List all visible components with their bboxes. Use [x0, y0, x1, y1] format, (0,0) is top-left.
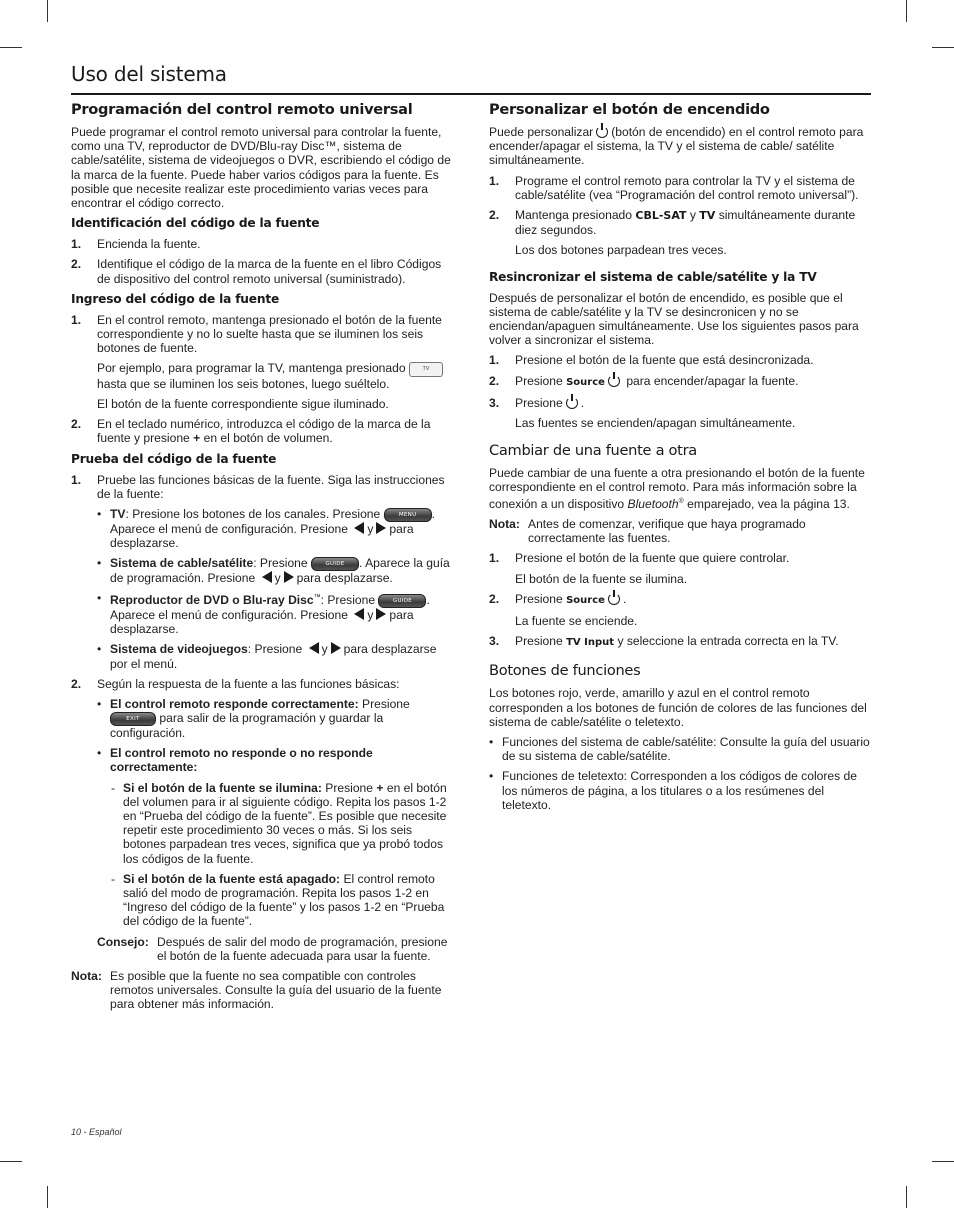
guide-button-icon: GUIDE	[311, 557, 359, 571]
tip-note: Consejo: Después de salir del modo de programación, presione el botón de la fuente adecuada para usar la fuente.	[97, 934, 448, 963]
step-item: 1. Presione el botón de la fuente que quiere controlar. El botón de la fuente se ilumina.	[489, 551, 790, 586]
step-item: 2. Según la respuesta de la fuente a las funciones básicas: • El control remoto responde correctamente: Presione EXIT para salir de la programación y guardar la configuración. • El control remoto no responde o no responde correctamente: - Si el botón de la fuente se ilumina: Presione + en el botón del volumen para ir al siguiente código. Repita los pasos 1-2 en “Prueba del código de la fuente”. Es posible que necesite repetir este procedimiento 30 veces o más. Si los seis botones parpadean tres veces, significa que ya probó todos los códigos de la fuente. - Si el botón de la fuente está apagado: El control remoto salió del modo de programación. Repita los pasos 1-2 en “Ingreso del código de la fuente” y los pasos 1-2 en “Prueba del código de la fuente”. Consejo: Después de salir del modo de programación, presione el botón de la fuente adecuada para usar la fuente.	[71, 677, 456, 963]
triangle-right-icon	[284, 571, 294, 583]
step-item: 3. Presione . Las fuentes se encienden/apagan simultáneamente.	[489, 395, 796, 431]
section-heading-functions: Botones de funciones	[489, 662, 641, 680]
cbl-sat-button-label: CBL-SAT	[635, 209, 687, 223]
triangle-right-icon	[376, 522, 386, 534]
guide-button-icon: GUIDE	[378, 594, 426, 608]
source-button-label: Source	[566, 376, 605, 388]
note: Nota: Es posible que la fuente no sea compatible con controles remotos universales. Consulte la guía del usuario de la fuente para obtener más información.	[71, 969, 442, 1012]
left-column	[71, 101, 456, 1018]
section-heading-programming: Programación del control remoto universal	[71, 101, 413, 118]
subheading-resync: Resincronizar el sistema de cable/satélite y la TV	[489, 269, 817, 284]
step-item: 1. Presione el botón de la fuente que está desincronizada.	[489, 353, 814, 368]
bullet-tv: • TV: Presione los botones de los canales. Presione MENU . Aparece el menú de configuración. Presione y para desplazarse.	[97, 507, 456, 550]
bullet-cable-functions: • Funciones del sistema de cable/satélite: Consulte la guía del usuario de su sistema de cable/satélite.	[489, 735, 873, 763]
power-icon	[608, 375, 620, 387]
subheading-identify-code: Identificación del código de la fuente	[71, 216, 320, 231]
power-icon	[608, 593, 620, 605]
crop-mark	[906, 0, 907, 22]
page-title: Uso del sistema	[71, 62, 227, 86]
source-button-label: Source	[566, 594, 605, 606]
power-icon	[596, 126, 608, 138]
dash-item-lit: - Si el botón de la fuente se ilumina: Presione + en el botón del volumen para ir al siguiente código. Repita los pasos 1-2 en “Prueba del código de la fuente”. Es posible que necesite repetir este procedimiento 30 veces o más. Si los seis botones parpadean tres veces, significa que ya probó todos los códigos de la fuente.	[110, 781, 456, 866]
programming-intro: Puede programar el control remoto universal para controlar la fuente, como una TV, reproductor de DVD/Blu-ray Disc™, sistema de cable/satélite, sistema de videojuegos o DVR, escribiendo el código de la marca de la fuente. Puede haber varios códigos para la fuente. Es posible que necesite realizar este procedimiento varias veces para encontrar el código correcto.	[71, 125, 451, 211]
title-rule	[71, 93, 871, 95]
crop-mark	[906, 1186, 907, 1208]
triangle-right-icon	[331, 642, 341, 654]
bullet-game: • Sistema de videojuegos: Presione y para desplazarse por el menú.	[97, 642, 456, 670]
crop-mark	[47, 0, 48, 22]
switch-note: Nota: Antes de comenzar, verifique que haya programado correctamente las fuentes.	[489, 516, 806, 546]
step-item: 2. Presione Source . La fuente se enciende.	[489, 591, 638, 628]
step-item: 1. Pruebe las funciones básicas de la fuente. Siga las instrucciones de la fuente: • TV: Presione los botones de los canales. Presione MENU . Aparece el menú de configuración. Presione y para desplazarse. • Sistema de cable/satélite: Presione GUIDE . Aparece la guía de programación. Presione y para desplazarse. • Reproductor de DVD o Blu-ray Disc™: Presione GUIDE . Aparece el menú de configuración. Presione y para desplazarse. • Sistema de videojuegos: Presione y para desplazarse por el menú.	[71, 473, 456, 671]
step-item: 2. En el teclado numérico, introduzca el código de la marca de la fuente y presione + en el botón de volumen.	[71, 417, 431, 446]
bullet-remote-fail: • El control remoto no responde o no responde correctamente:	[97, 746, 456, 774]
tv-input-button-label: TV Input	[566, 637, 615, 649]
power-intro: Puede personalizar (botón de encendido) en el control remoto para encender/apagar el sistema, la TV y el sistema de cable/ satélite simultáneamente.	[489, 125, 864, 168]
triangle-left-icon	[262, 571, 272, 583]
bullet-cable: • Sistema de cable/satélite: Presione GUIDE . Aparece la guía de programación. Presione y para desplazarse.	[97, 556, 456, 585]
step-item: 2. Identifique el código de la marca de la fuente en el libro Códigos de dispositivo del control remoto universal (suministrado).	[71, 257, 442, 286]
exit-button-icon: EXIT	[110, 712, 156, 726]
crop-mark	[0, 47, 22, 48]
crop-mark	[47, 1186, 48, 1208]
step-item: 3. Presione TV Input y seleccione la entrada correcta en la TV.	[489, 634, 839, 649]
bullet-teletext-functions: • Funciones de teletexto: Corresponden a los códigos de colores de los números de página, a los titulares o a los resúmenes del teletexto.	[489, 769, 873, 812]
step-item: 2. Mantenga presionado CBL-SAT y TV simultáneamente durante diez segundos. Los dos botones parpadean tres veces.	[489, 208, 856, 258]
triangle-left-icon	[354, 522, 364, 534]
section-heading-power: Personalizar el botón de encendido	[489, 101, 770, 118]
power-icon	[566, 397, 578, 409]
subheading-enter-code: Ingreso del código de la fuente	[71, 291, 280, 306]
step-item: 2. Presione Source para encender/apagar la fuente.	[489, 373, 799, 388]
crop-mark	[0, 1161, 22, 1162]
crop-mark	[932, 47, 954, 48]
bullet-remote-ok: • El control remoto responde correctamente: Presione EXIT para salir de la programación y guardar la configuración.	[97, 697, 456, 740]
bullet-dvd: • Reproductor de DVD o Blu-ray Disc™: Presione GUIDE . Aparece el menú de configuración. Presione y para desplazarse.	[97, 591, 456, 636]
tv-button-label: TV	[699, 209, 716, 223]
step-item: 1. Programe el control remoto para controlar la TV y el sistema de cable/satélite (vea “Programación del control remoto universal”).	[489, 173, 859, 202]
triangle-right-icon	[376, 608, 386, 620]
dash-item-off: - Si el botón de la fuente está apagado: El control remoto salió del modo de programación. Repita los pasos 1-2 en “Ingreso del código de la fuente” y los pasos 1-2 en “Prueba del código de la fuente”.	[110, 872, 456, 929]
page-footer: 10 - Español	[71, 1127, 122, 1137]
triangle-left-icon	[354, 608, 364, 620]
menu-button-icon: MENU	[384, 508, 432, 522]
step-item: 1. Encienda la fuente.	[71, 237, 201, 252]
section-heading-switch: Cambiar de una fuente a otra	[489, 442, 697, 460]
tv-button-icon: TV	[409, 362, 443, 377]
subheading-test-code: Prueba del código de la fuente	[71, 451, 277, 466]
right-column: Personalizar el botón de encendido Puede personalizar (botón de encendido) en el control remoto para encender/apagar el sistema, la TV y el sistema de cable/ satélite simultáneamente. 1. Programe el control remoto para controlar la TV y el sistema de cable/satélite (vea “Programación del control remoto universal”). 2. Mantenga presionado CBL-SAT y TV simultáneamente durante diez segundos. Los dos botones parpadean tres veces. Resincronizar el sistema de cable/satélite y la TV Después de personalizar el botón de encendido, es posible que el sistema de cable/satélite y la TV se desincronicen y no se enciendan/apaguen simultáneamente. Use los siguientes pasos para volver a sincronizar el sistema. 1. Presione el botón de la fuente que está desincronizada. 2. Presione Source para encender/apagar la fuente. 3. Presione . Las fuentes se encienden/apagan simultáneamente. Cambiar de una fuente a otra Puede cambiar de una fuente a otra presionando el botón de la fuente correspondiente en el control remoto. Para más información sobre la conexión a un dispositivo Bluetooth® emparejado, vea la página 13. Nota: Antes de comenzar, verifique que haya programado correctamente las fuentes. 1. Presione el botón de la fuente que quiere controlar. El botón de la fuente se ilumina. 2. Presione Source . La fuente se enciende. 3. Presione TV Input y seleccione la entrada correcta en la TV. Botones de funciones Los botones rojo, verde, amarillo y azul en el control remoto corresponden a los botones de función de colores de las funciones del sistema de cable/satélite o teletexto. • Funciones del sistema de cable/satélite: Consulte la guía del usuario de su sistema de cable/satélite. • Funciones de teletexto: Corresponden a los códigos de colores de los números de página, a los titulares o a los resúmenes del teletexto.	[489, 101, 873, 818]
crop-mark	[932, 1161, 954, 1162]
triangle-left-icon	[309, 642, 319, 654]
step-item: 1. En el control remoto, mantenga presionado el botón de la fuente correspondiente y no lo suelte hasta que se iluminen los seis botones de fuente. Por ejemplo, para programar la TV, mantenga presionado TV hasta que se iluminen los seis botones, luego suéltelo. El botón de la fuente correspondiente sigue iluminado.	[71, 313, 456, 411]
example-text: Por ejemplo, para programar la TV, mantenga presionado TV hasta que se iluminen los seis botones, luego suéltelo.	[97, 361, 456, 391]
